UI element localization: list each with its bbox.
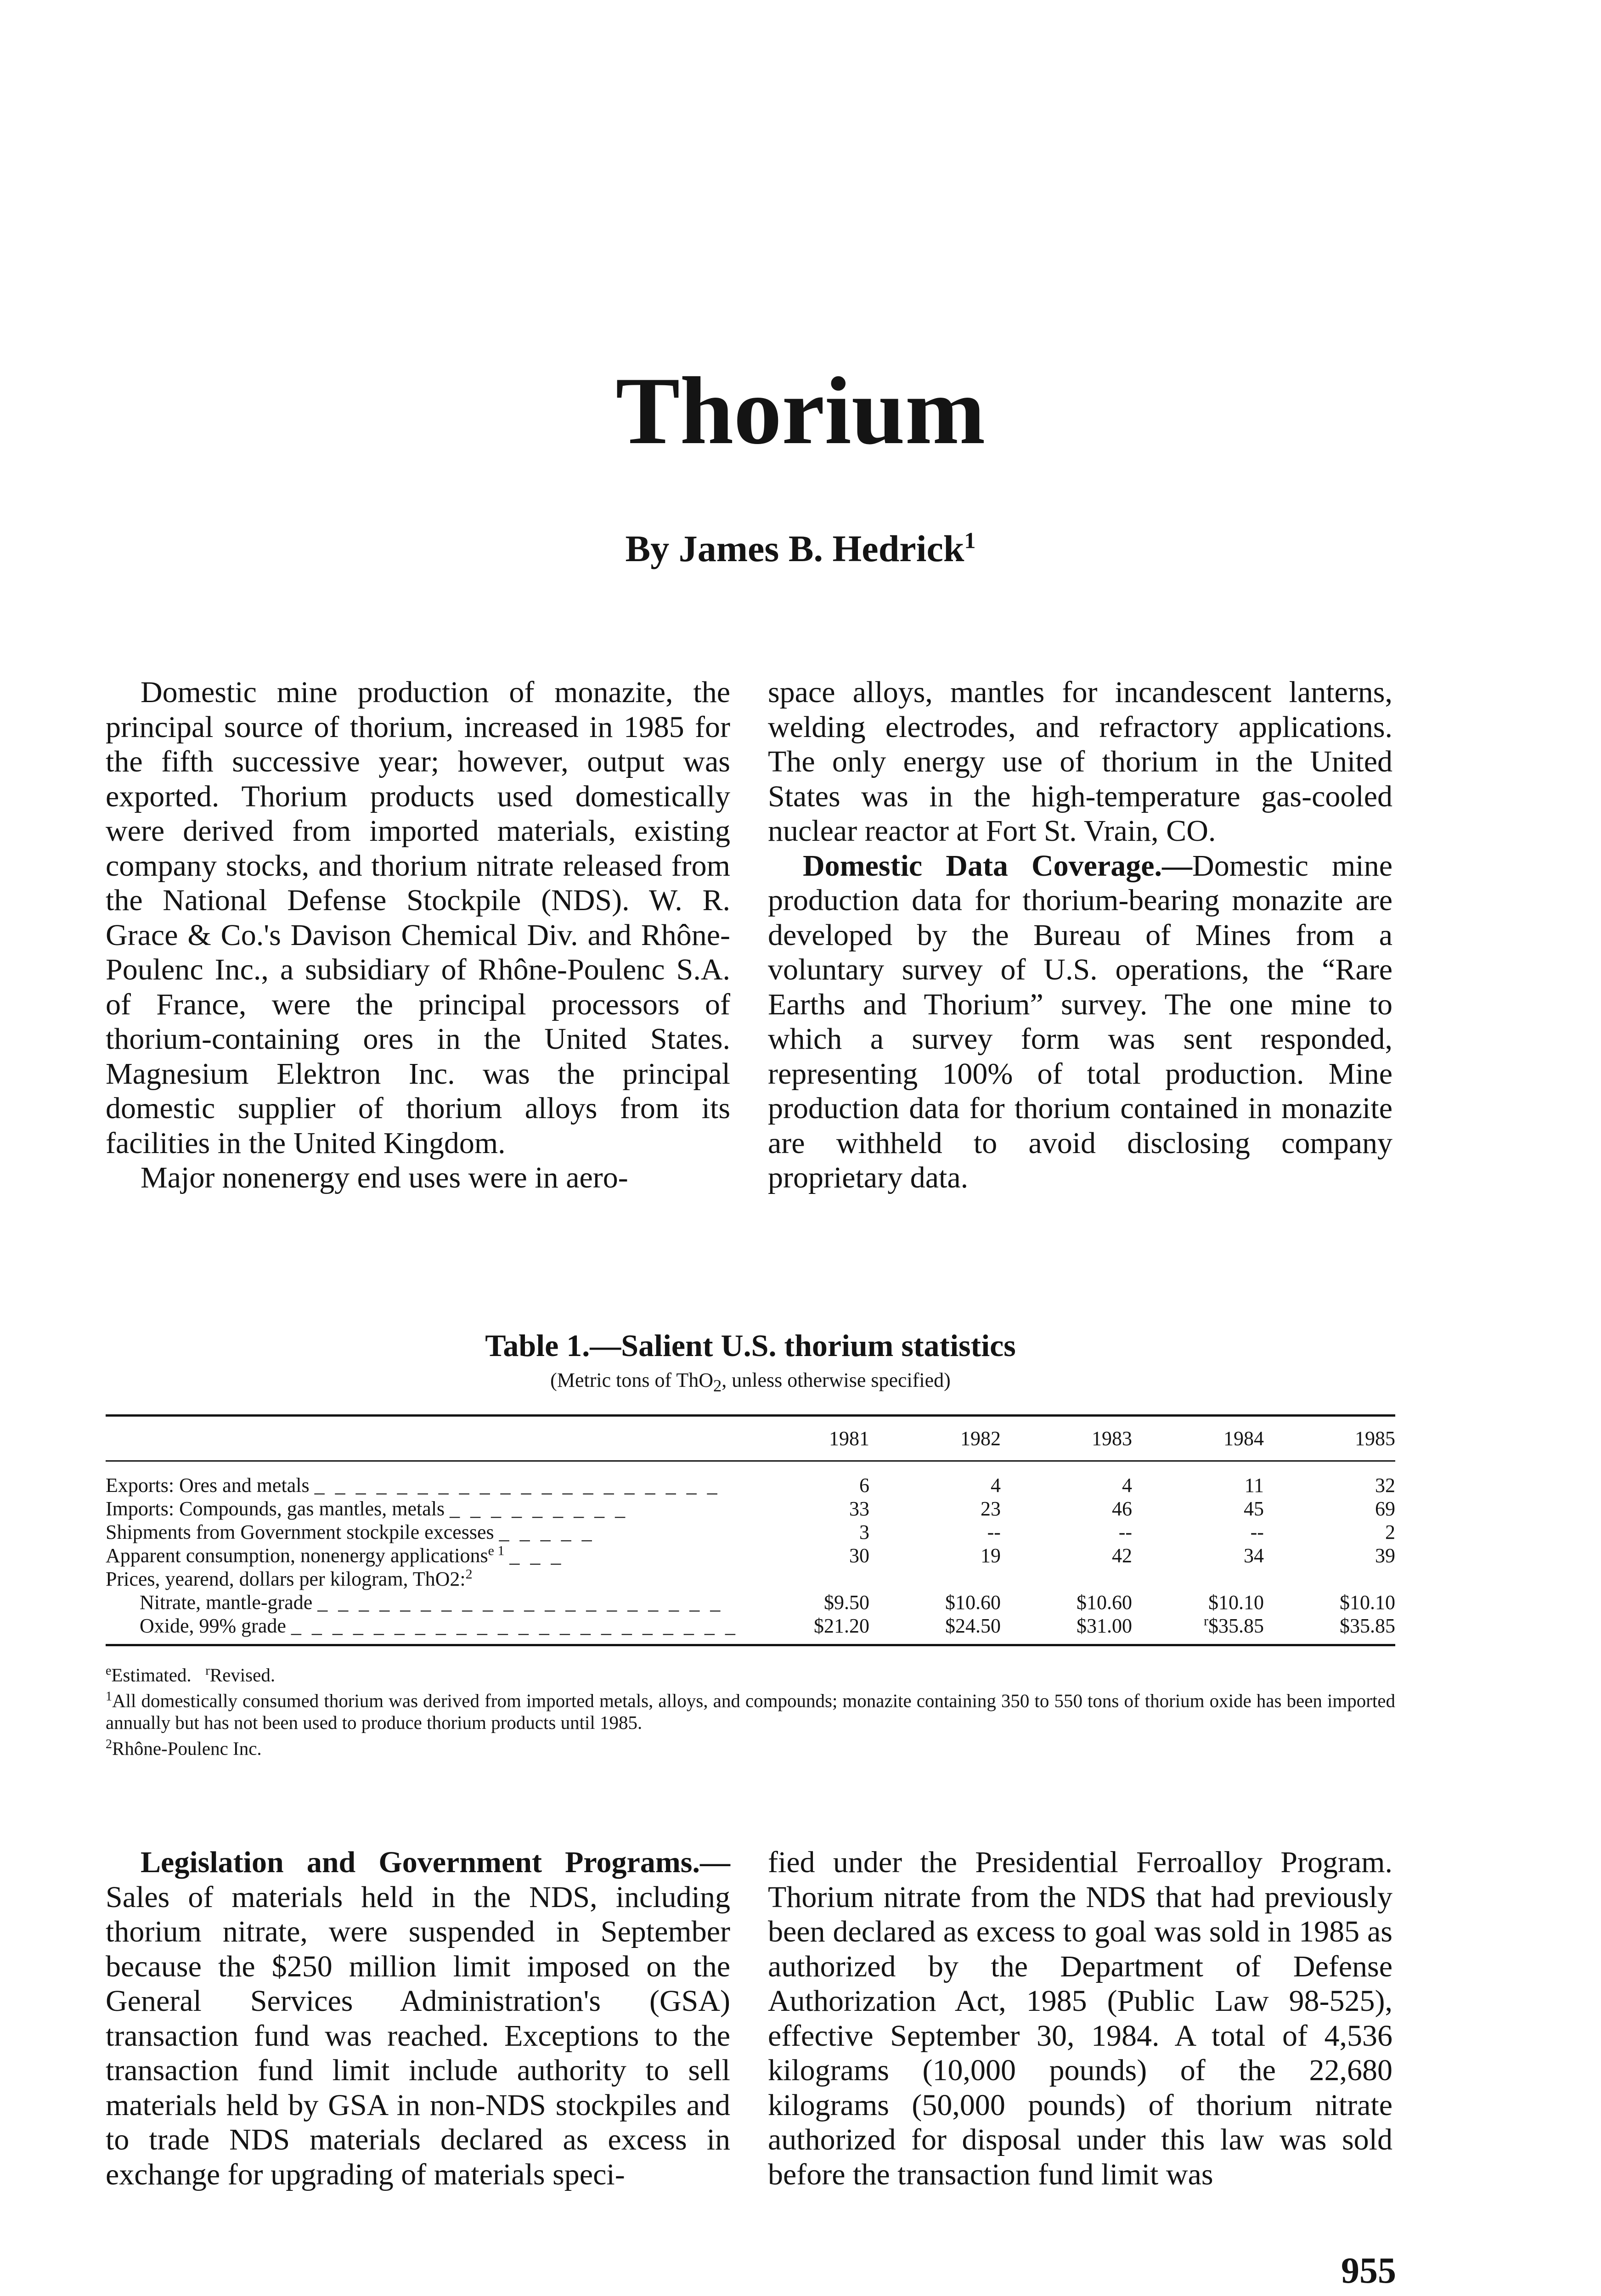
table-header-year: 1984 [1132, 1415, 1264, 1461]
table-cell [869, 1567, 1001, 1591]
table-cell: 6 [859, 1474, 869, 1497]
table-cell: $35.85 [1264, 1614, 1395, 1645]
table-cell: 4 [1122, 1474, 1132, 1497]
table-cell: 42 [1112, 1544, 1132, 1567]
intro-paragraph-2: Major nonenergy end uses were in aero- [141, 1161, 628, 1194]
table-cell [1132, 1567, 1264, 1591]
table-cell: 69 [1375, 1497, 1395, 1520]
intro-left-column [106, 675, 730, 1195]
table-cell: $10.60 [1077, 1591, 1132, 1614]
table-cell: $10.10 [1340, 1591, 1395, 1614]
table-subtitle [106, 1367, 1395, 1399]
table-cell: 11 [1244, 1474, 1264, 1497]
table-row [106, 1544, 1395, 1567]
table-cell: -- [1118, 1520, 1132, 1543]
table-cell: 23 [980, 1497, 1001, 1520]
table-subtitle-text: (Metric tons of ThO [550, 1369, 713, 1391]
intro-paragraph-1: Domestic mine production of monazite, the principal source of thorium, increased in 1985 for the fifth successive year; however, output was exported. Thorium products used domestically were derived from imported materials, existing company stocks, and thorium nitrate released from the National Defense Stockpile (NDS). W. R. Grace & Co.'s Davison Chemical Div. and Rhône-Poulenc Inc., a subsidiary of Rhône-Poulenc S.A. of France, were the principal processors of thorium-containing ores in the United States. Magnesium Elektron Inc. was the principal domestic supplier of thorium alloys from its facilities in the United Kingdom. [106, 675, 730, 1160]
body-right-column [768, 1845, 1392, 2192]
table-cell [1264, 1567, 1395, 1591]
table-footnotes [106, 1660, 1395, 1760]
table-cell: $10.10 [1208, 1591, 1264, 1614]
table-subtitle-subscript: 2 [713, 1376, 722, 1395]
author-footnote-mark: 1 [964, 527, 976, 553]
table-cell: 3 [859, 1520, 869, 1543]
table-cell: $^r$\$35.85 [1132, 1614, 1264, 1645]
intro-paragraph-2-continued: space alloys, mantles for incandescent lanterns, welding electrodes, and refractory applications. The only energy use of thorium in the United States was in the high-temperature gas-cooled nuclear reactor at Fort St. Vrain, CO. [768, 675, 1392, 848]
table-cell: $24.50 [869, 1614, 1001, 1645]
data-coverage-paragraph [768, 849, 1392, 1195]
legislation-paragraph-continued: fied under the Presidential Ferroalloy Program. Thorium nitrate from the NDS that had previously been declared as excess to goal was sold in 1985 as authorized by the Department of Defense Authorization Act, 1985 (Public Law 98-525), effective September 30, 1984. A total of 4,536 kilograms (10,000 pounds) of the 22,680 kilograms (50,000 pounds) of thorium nitrate authorized for disposal under this law was sold before the transaction fund limit was [768, 1846, 1392, 2191]
page-number: 955 [1341, 2251, 1396, 2291]
table-cell: 30 [849, 1544, 869, 1567]
table-header-year: 1982 [869, 1415, 1001, 1461]
table-cell: 4 [990, 1474, 1001, 1497]
row-footnote-mark: e 1 [488, 1543, 505, 1559]
revised-mark: r [1203, 1613, 1208, 1629]
table-header-row [106, 1415, 1395, 1461]
table-cell: $21.20 [738, 1614, 869, 1645]
footnote-1: $^1$All domestically consumed thorium was derived from imported metals, alloys, and compounds; monazite containing 350 to 550 tons of thorium oxide has been imported annually but has not been used to produce thorium products until 1985. [106, 1689, 1395, 1733]
row-label: Nitrate, mantle-grade _ _ _ _ _ _ _ _ _ _ _ _ _ _ _ _ _ _ _ _ [140, 1591, 723, 1614]
table-header-year: 1985 [1264, 1415, 1395, 1461]
legislation-paragraph [106, 1845, 730, 2192]
table-cell: 2 [1385, 1520, 1395, 1543]
legislation-text: Sales of materials held in the NDS, including thorium nitrate, were suspended in September because the $250 million limit imposed on the General Services Administration's (GSA) transaction fund was reached. Exceptions to the transaction fund limit include authority to sell materials held by GSA in non-NDS stockpiles and to trade NDS materials declared as excess in exchange for upgrading of materials speci- [106, 1880, 730, 2191]
salient-statistics-table [106, 1414, 1395, 1646]
footnote-marks-legend: $^e$Estimated. $^r$Revised. [106, 1663, 276, 1686]
table-cell: 45 [1243, 1497, 1264, 1520]
table-cell: 19 [980, 1544, 1001, 1567]
table-row [106, 1497, 1395, 1520]
body-left-column [106, 1845, 730, 2192]
table-row [106, 1461, 1395, 1497]
table-cell [738, 1567, 869, 1591]
legislation-heading: Legislation and Government Programs.— [141, 1846, 730, 1879]
row-label: Apparent consumption, nonenergy applications$^{e 1}$ _ _ _ [106, 1543, 564, 1567]
row-footnote-mark: 2 [465, 1566, 473, 1582]
table-cell: 32 [1375, 1474, 1395, 1497]
table-cell: $9.50 [823, 1591, 869, 1614]
table-cell: 33 [849, 1497, 869, 1520]
table-cell: 46 [1112, 1497, 1132, 1520]
row-label: Shipments from Government stockpile excesses _ _ _ _ _ [106, 1520, 595, 1543]
table-header-blank [106, 1415, 738, 1461]
footnote-2: $^2$Rhône-Poulenc Inc. [106, 1737, 262, 1759]
intro-right-column [768, 675, 1392, 1195]
row-label: Prices, yearend, dollars per kilogram, ThO2:$^2$ [106, 1566, 473, 1590]
table-header-year: 1983 [1001, 1415, 1132, 1461]
table-row [106, 1591, 1395, 1614]
table-title: Table 1.—Salient U.S. thorium statistics [485, 1328, 1016, 1363]
row-label: Exports: Ores and metals _ _ _ _ _ _ _ _ _ _ _ _ _ _ _ _ _ _ _ _ [106, 1474, 720, 1497]
table-row [106, 1567, 1395, 1591]
table-row [106, 1520, 1395, 1544]
author-name: By James B. Hedrick [625, 528, 964, 569]
author-byline [0, 527, 1601, 570]
table-1 [106, 1327, 1395, 1760]
table-cell: $10.60 [945, 1591, 1001, 1614]
row-label: Imports: Compounds, gas mantles, metals _ _ _ _ _ _ _ _ _ [106, 1497, 628, 1520]
table-subtitle-text-end: , unless otherwise specified) [722, 1369, 951, 1391]
data-coverage-text: Domestic mine production data for thorium-bearing monazite are developed by the Bureau of Mines from a voluntary survey of U.S. operations, the “Rare Earths and Thorium” survey. The one mine to which a survey form was sent responded, representing 100% of total production. Mine production data for thorium contained in monazite are withheld to avoid disclosing company proprietary data. [768, 849, 1392, 1194]
table-cell: 39 [1375, 1544, 1395, 1567]
table-row [106, 1614, 1395, 1645]
table-cell: -- [1250, 1520, 1264, 1543]
table-header-year: 1981 [738, 1415, 869, 1461]
page-title: Thorium [615, 358, 986, 464]
table-cell: 34 [1243, 1544, 1264, 1567]
table-cell: $31.00 [1001, 1614, 1132, 1645]
table-cell [1001, 1567, 1132, 1591]
row-label: Oxide, 99% grade _ _ _ _ _ _ _ _ _ _ _ _ _ _ _ _ _ _ _ _ _ _ [106, 1614, 738, 1645]
data-coverage-heading: Domestic Data Coverage.— [803, 849, 1193, 883]
table-cell: -- [987, 1520, 1001, 1543]
